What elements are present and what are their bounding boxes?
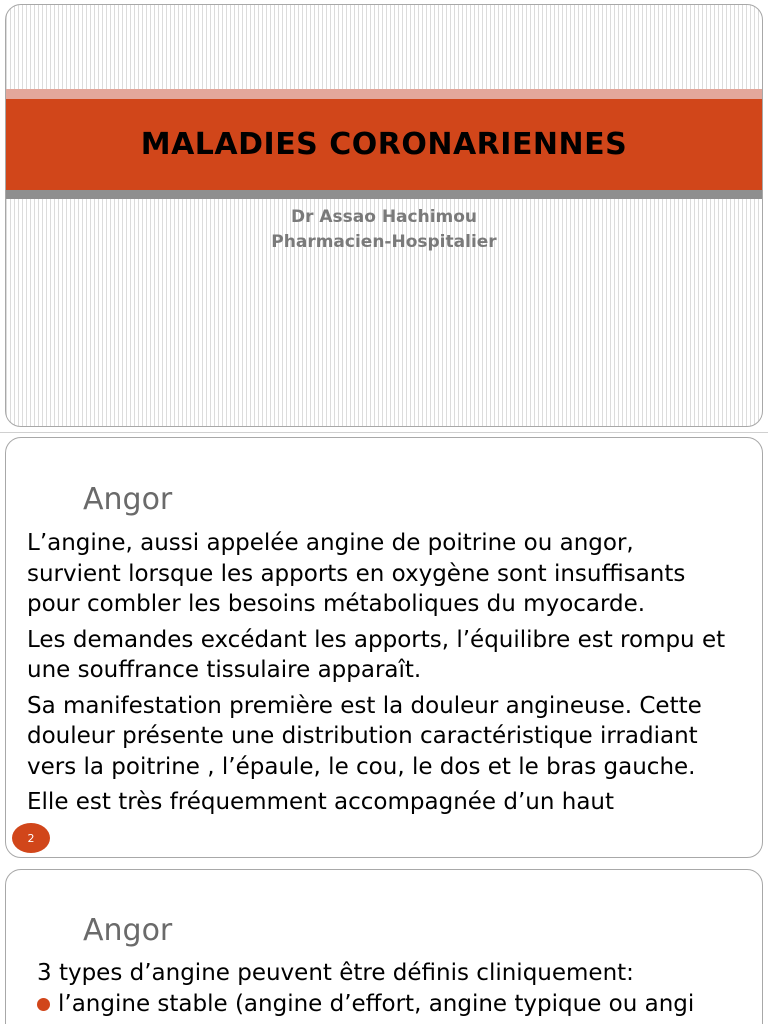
slide-body	[37, 958, 763, 1020]
slide-number-badge: 2	[12, 823, 50, 853]
slide-separator	[0, 432, 768, 433]
slide-heading: Angor	[83, 913, 173, 948]
title-band-bottom-stripe	[6, 190, 762, 199]
author-role: Pharmacien-Hospitalier	[271, 232, 497, 252]
title-band-top-stripe	[6, 89, 762, 99]
slide-body	[27, 528, 727, 823]
slide-3[interactable]	[5, 869, 763, 1024]
slide-2[interactable]	[5, 437, 763, 858]
slide-title: MALADIES CORONARIENNES	[140, 127, 628, 162]
list-item	[37, 989, 763, 1020]
slide-1[interactable]	[5, 4, 763, 427]
bullet-icon	[37, 998, 50, 1011]
paragraph: Sa manifestation première est la douleur angineuse. Cette douleur présente une distribution caractéristique irradiant vers la poitrine , l’épaule, le cou, le dos et le bras gauche.	[27, 692, 702, 780]
paragraph: Les demandes excédant les apports, l’équilibre est rompu et une souffrance tissulaire apparaît.	[27, 626, 726, 683]
intro-line: 3 types d’angine peuvent être définis cliniquement:	[37, 960, 634, 986]
slide-subtitle	[6, 205, 762, 255]
bullet-text: l’angine stable (angine d’effort, angine typique ou angi	[58, 991, 695, 1017]
paragraph: Elle est très fréquemment accompagnée d’un haut	[27, 789, 615, 815]
author-name: Dr Assao Hachimou	[290, 207, 478, 227]
slide-heading: Angor	[83, 482, 173, 517]
paragraph: L’angine, aussi appelée angine de poitrine ou angor, survient lorsque les apports en oxygène sont insuffisants pour combler les besoins métaboliques du myocarde.	[27, 530, 686, 617]
title-band	[6, 99, 762, 190]
